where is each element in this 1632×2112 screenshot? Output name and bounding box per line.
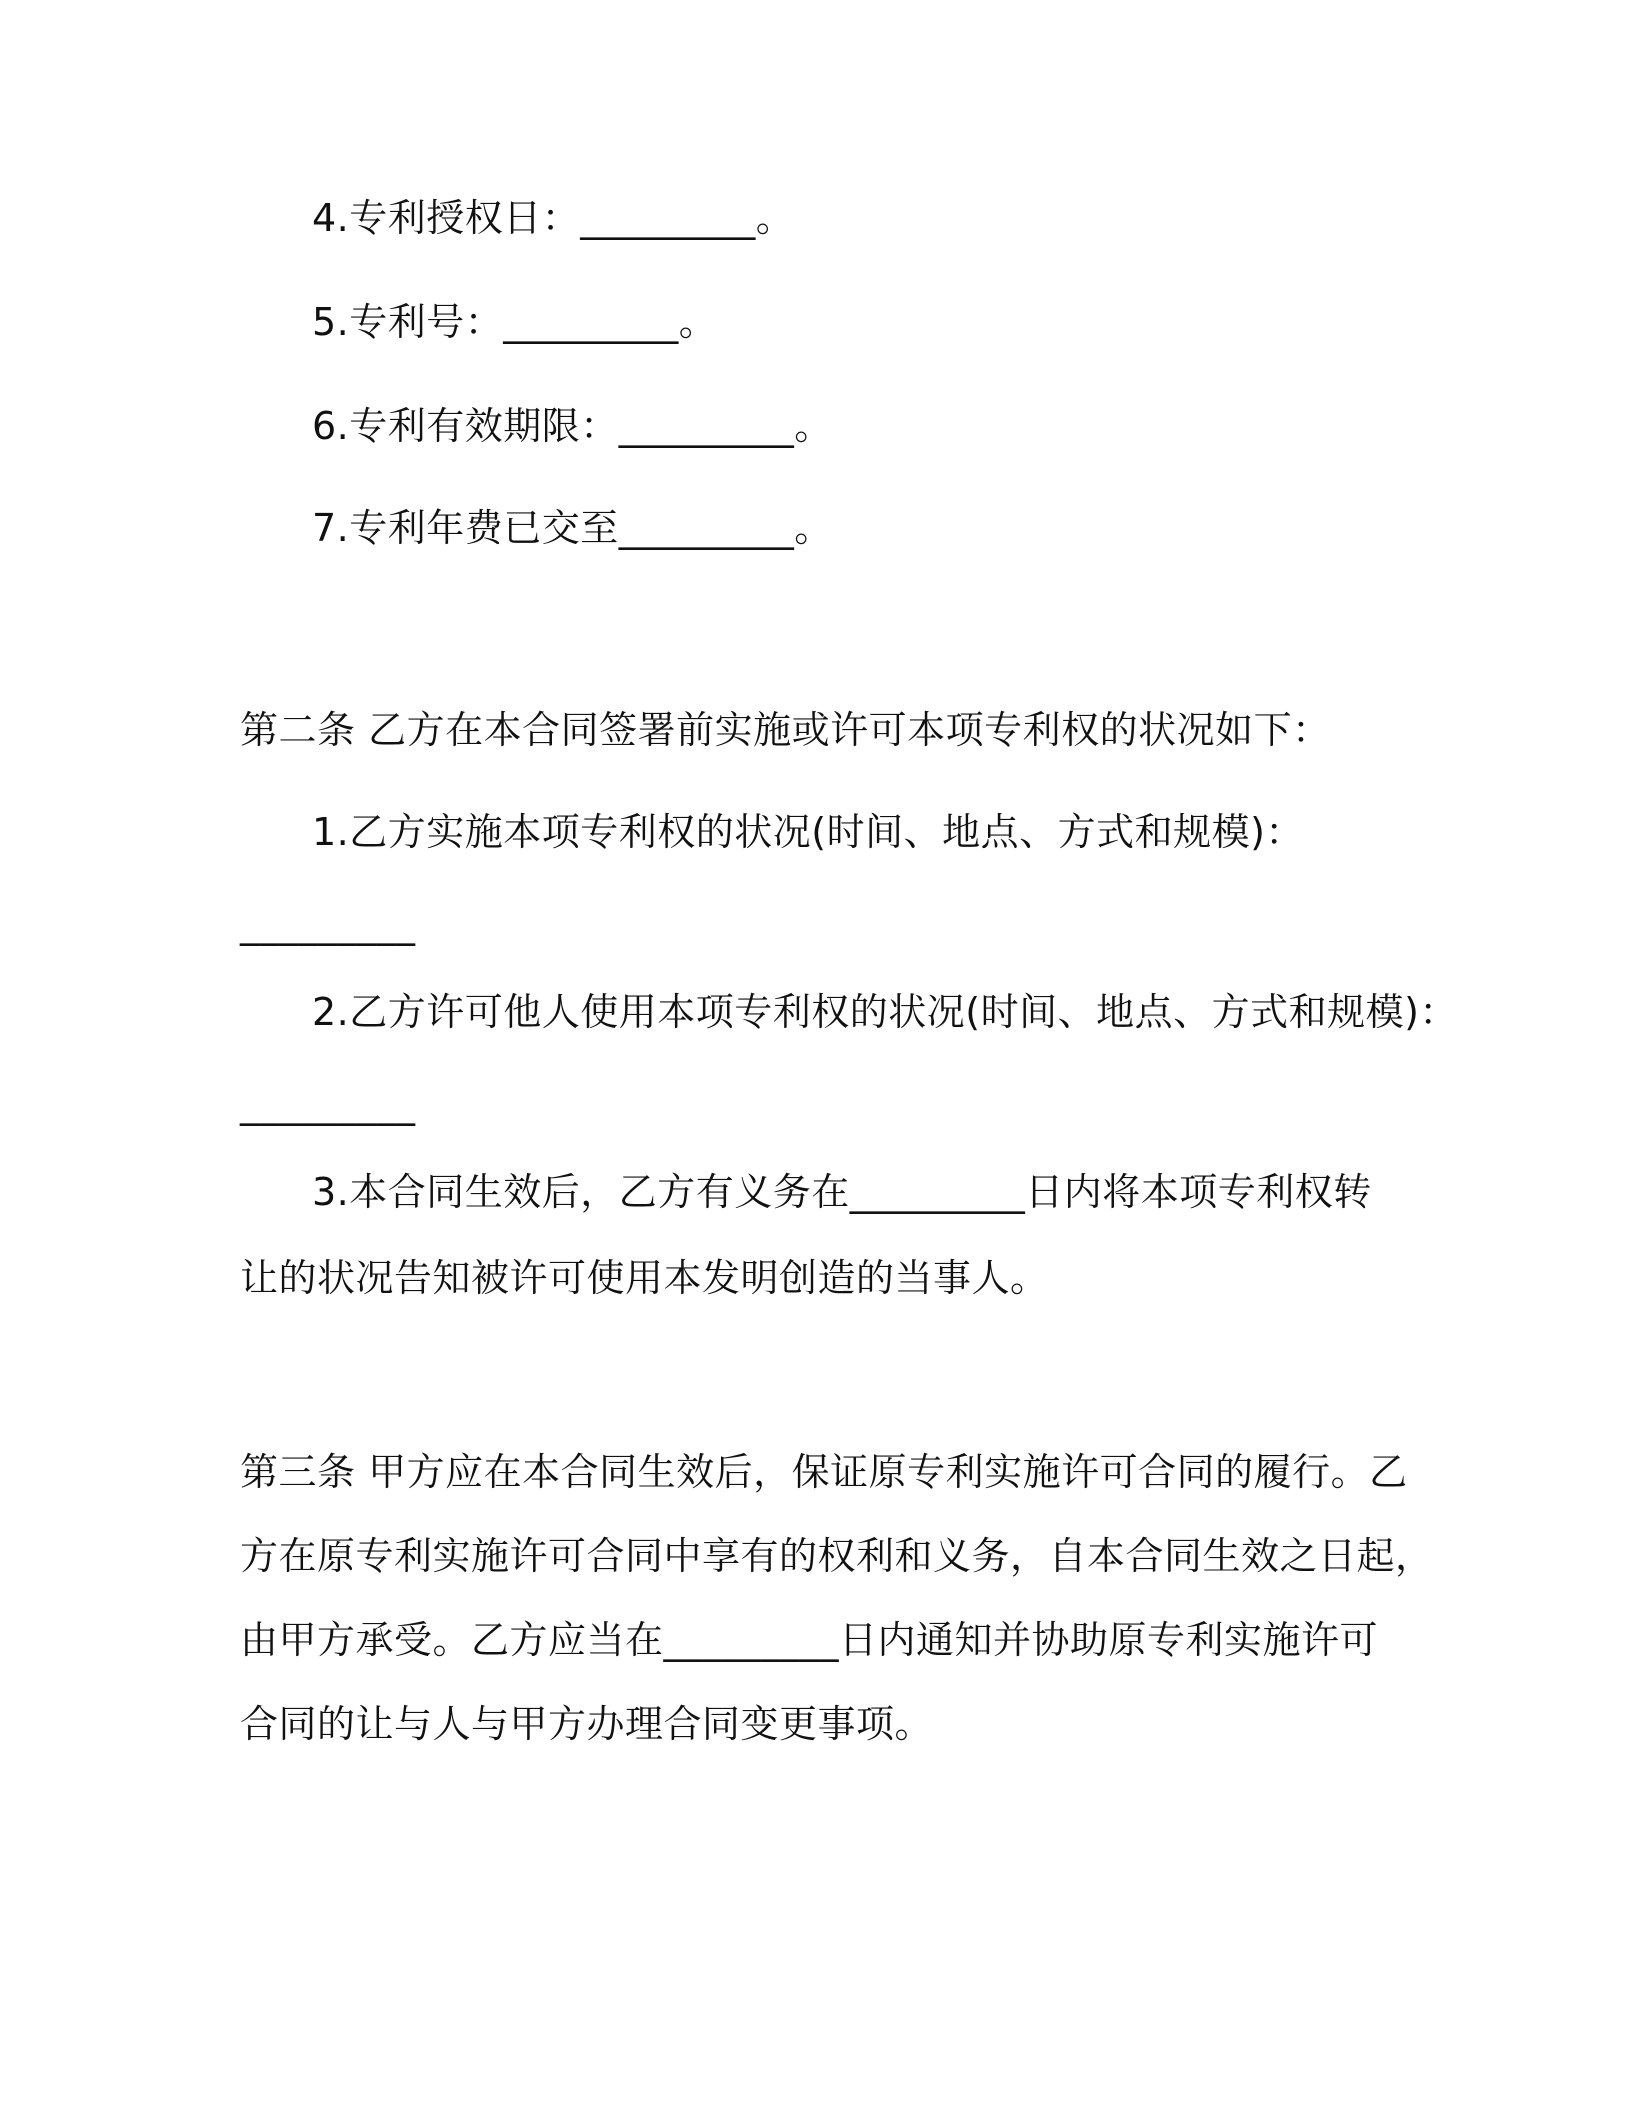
article-two-item3-line1: 3.本合同生效后，乙方有义务在_________日内将本项专利权转	[312, 1170, 1372, 1214]
patent-validity-line: 6.专利有效期限：_________。	[312, 404, 833, 448]
article-three-line1: 第三条 甲方应在本合同生效后，保证原专利实施许可合同的履行。乙	[240, 1450, 1408, 1494]
article-two-heading: 第二条 乙方在本合同签署前实施或许可本项专利权的状况如下：	[240, 708, 1331, 752]
article-three-line2: 方在原专利实施许可合同中享有的权利和义务，自本合同生效之日起，	[240, 1534, 1434, 1578]
article-three-line4: 合同的让与人与甲方办理合同变更事项。	[240, 1702, 934, 1746]
patent-number-line: 5.专利号：_________。	[312, 300, 718, 344]
article-two-item2: 2.乙方许可他人使用本项专利权的状况(时间、地点、方式和规模)：	[312, 990, 1458, 1034]
article-two-item1: 1.乙方实施本项专利权的状况(时间、地点、方式和规模)：	[312, 810, 1304, 854]
article-two-item2-blank: _________	[240, 1082, 416, 1126]
article-two-item3-line2: 让的状况告知被许可使用本发明创造的当事人。	[240, 1256, 1049, 1300]
article-two-item1-blank: _________	[240, 902, 416, 946]
article-three-line3: 由甲方承受。乙方应当在_________日内通知并协助原专利实施许可	[240, 1618, 1379, 1662]
patent-grant-date-line: 4.专利授权日：_________。	[312, 196, 795, 240]
patent-fee-line: 7.专利年费已交至_________。	[312, 506, 833, 550]
